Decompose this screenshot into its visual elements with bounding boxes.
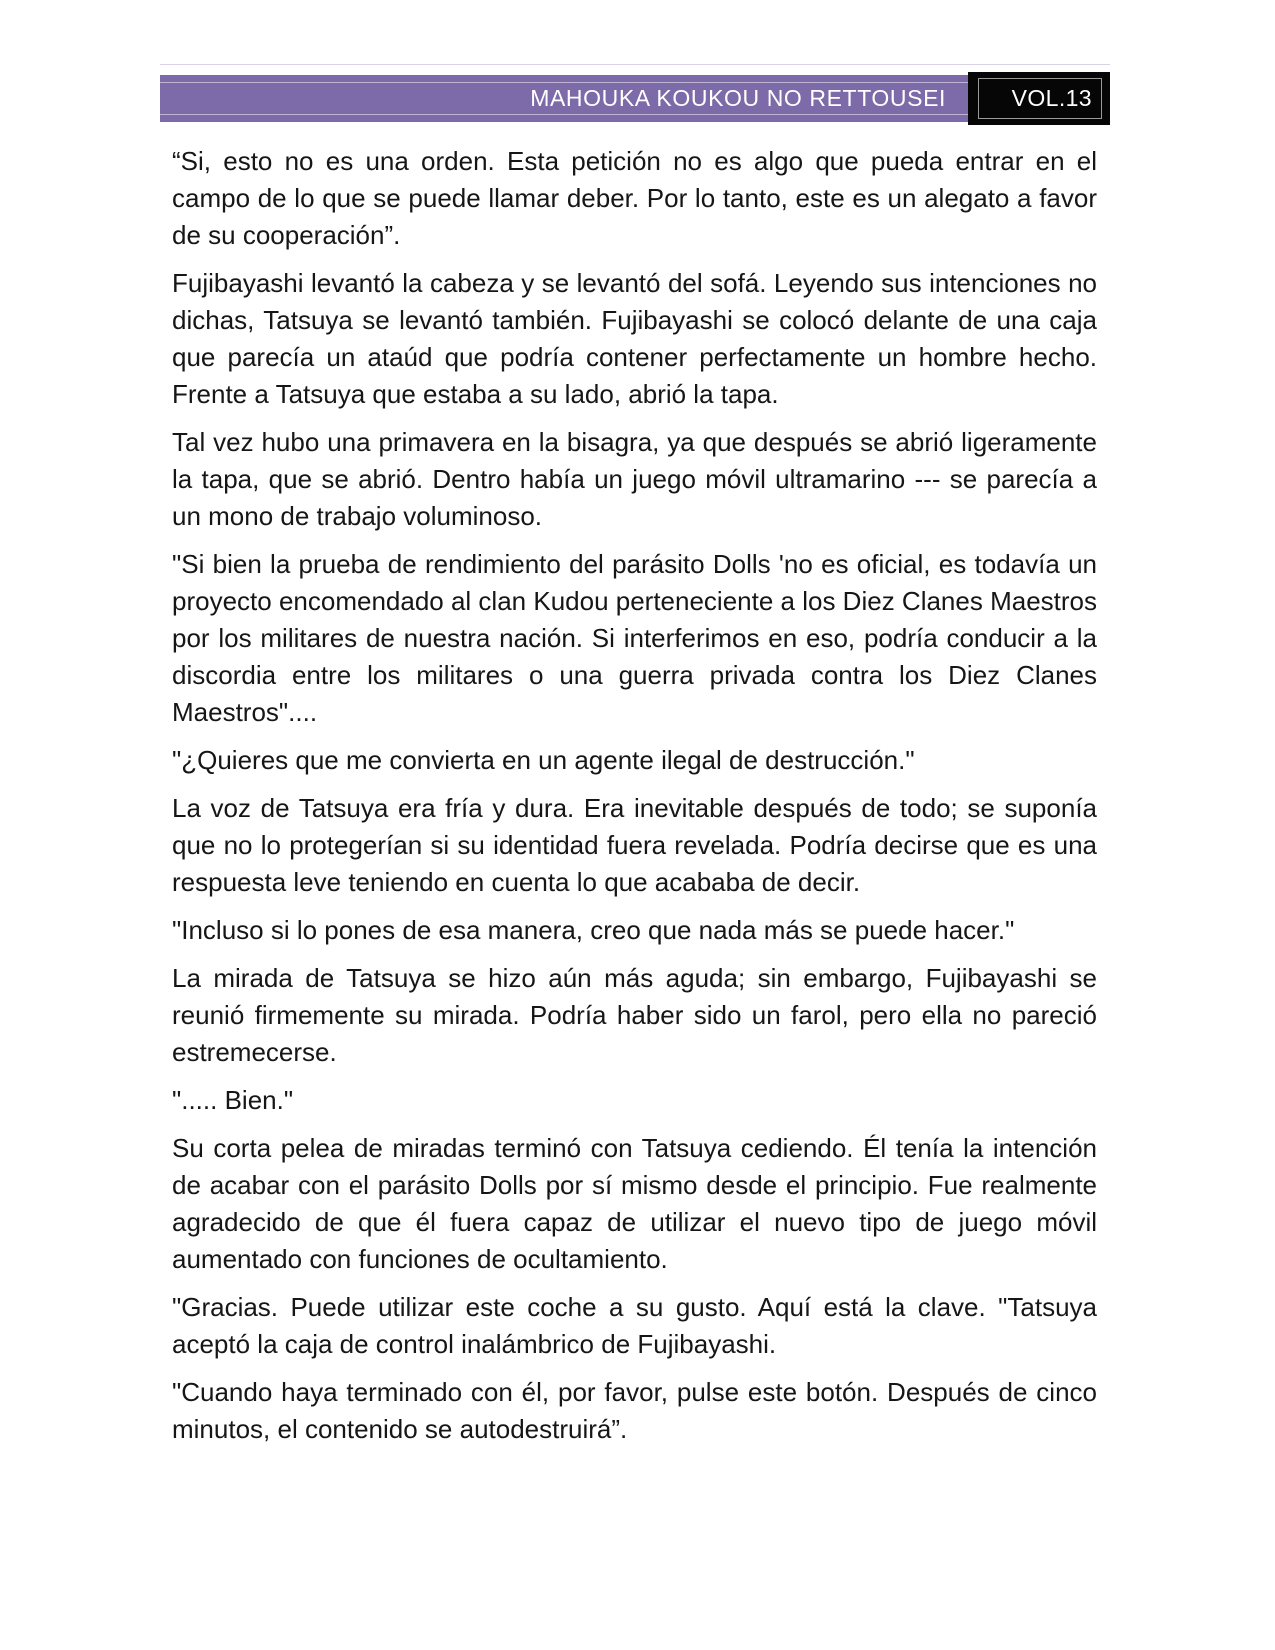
body-text <box>172 143 1097 1459</box>
paragraph: Su corta pelea de miradas terminó con Tatsuya cediendo. Él tenía la intención de acabar con el parásito Dolls por sí mismo desde el principio. Fue realmente agradecido de que él fuera capaz de utilizar el nuevo tipo de juego móvil aumentado con funciones de ocultamiento. <box>172 1133 1097 1274</box>
paragraph: "..... Bien." <box>172 1085 294 1115</box>
volume-label: VOL.13 <box>1011 85 1092 111</box>
paragraph: “Si, esto no es una orden. Esta petición no es algo que pueda entrar en el campo de lo que se puede llamar deber. Por lo tanto, este es un alegato a favor de su cooperación”. <box>172 146 1097 250</box>
book-title: MAHOUKA KOUKOU NO RETTOUSEI <box>530 85 946 111</box>
page-header <box>160 75 1110 122</box>
header-title-bar <box>160 75 968 122</box>
paragraph: "Gracias. Puede utilizar este coche a su gusto. Aquí está la clave. "Tatsuya aceptó la caja de control inalámbrico de Fujibayashi. <box>172 1292 1097 1359</box>
paragraph: "Incluso si lo pones de esa manera, creo que nada más se puede hacer." <box>172 915 1015 945</box>
header-top-rule <box>160 64 1110 65</box>
volume-box <box>968 72 1110 125</box>
paragraph: "Cuando haya terminado con él, por favor, pulse este botón. Después de cinco minutos, el contenido se autodestruirá”. <box>172 1377 1097 1444</box>
paragraph: Tal vez hubo una primavera en la bisagra, ya que después se abrió ligeramente la tapa, que se abrió. Dentro había un juego móvil ultramarino --- se parecía a un mono de trabajo voluminoso. <box>172 427 1097 531</box>
paragraph: La voz de Tatsuya era fría y dura. Era inevitable después de todo; se suponía que no lo protegerían si su identidad fuera revelada. Podría decirse que es una respuesta leve teniendo en cuenta lo que acababa de decir. <box>172 793 1097 897</box>
paragraph: La mirada de Tatsuya se hizo aún más aguda; sin embargo, Fujibayashi se reunió firmemente su mirada. Podría haber sido un farol, pero ella no pareció estremecerse. <box>172 963 1097 1067</box>
paragraph: "Si bien la prueba de rendimiento del parásito Dolls 'no es oficial, es todavía un proyecto encomendado al clan Kudou perteneciente a los Diez Clanes Maestros por los militares de nuestra nación. Si interferimos en eso, podría conducir a la discordia entre los militares o una guerra privada contra los Diez Clanes Maestros".... <box>172 549 1097 727</box>
paragraph: Fujibayashi levantó la cabeza y se levantó del sofá. Leyendo sus intenciones no dichas, Tatsuya se levantó también. Fujibayashi se colocó delante de una caja que parecía un ataúd que podría contener perfectamente un hombre hecho. Frente a Tatsuya que estaba a su lado, abrió la tapa. <box>172 268 1097 409</box>
paragraph: "¿Quieres que me convierta en un agente ilegal de destrucción." <box>172 745 915 775</box>
